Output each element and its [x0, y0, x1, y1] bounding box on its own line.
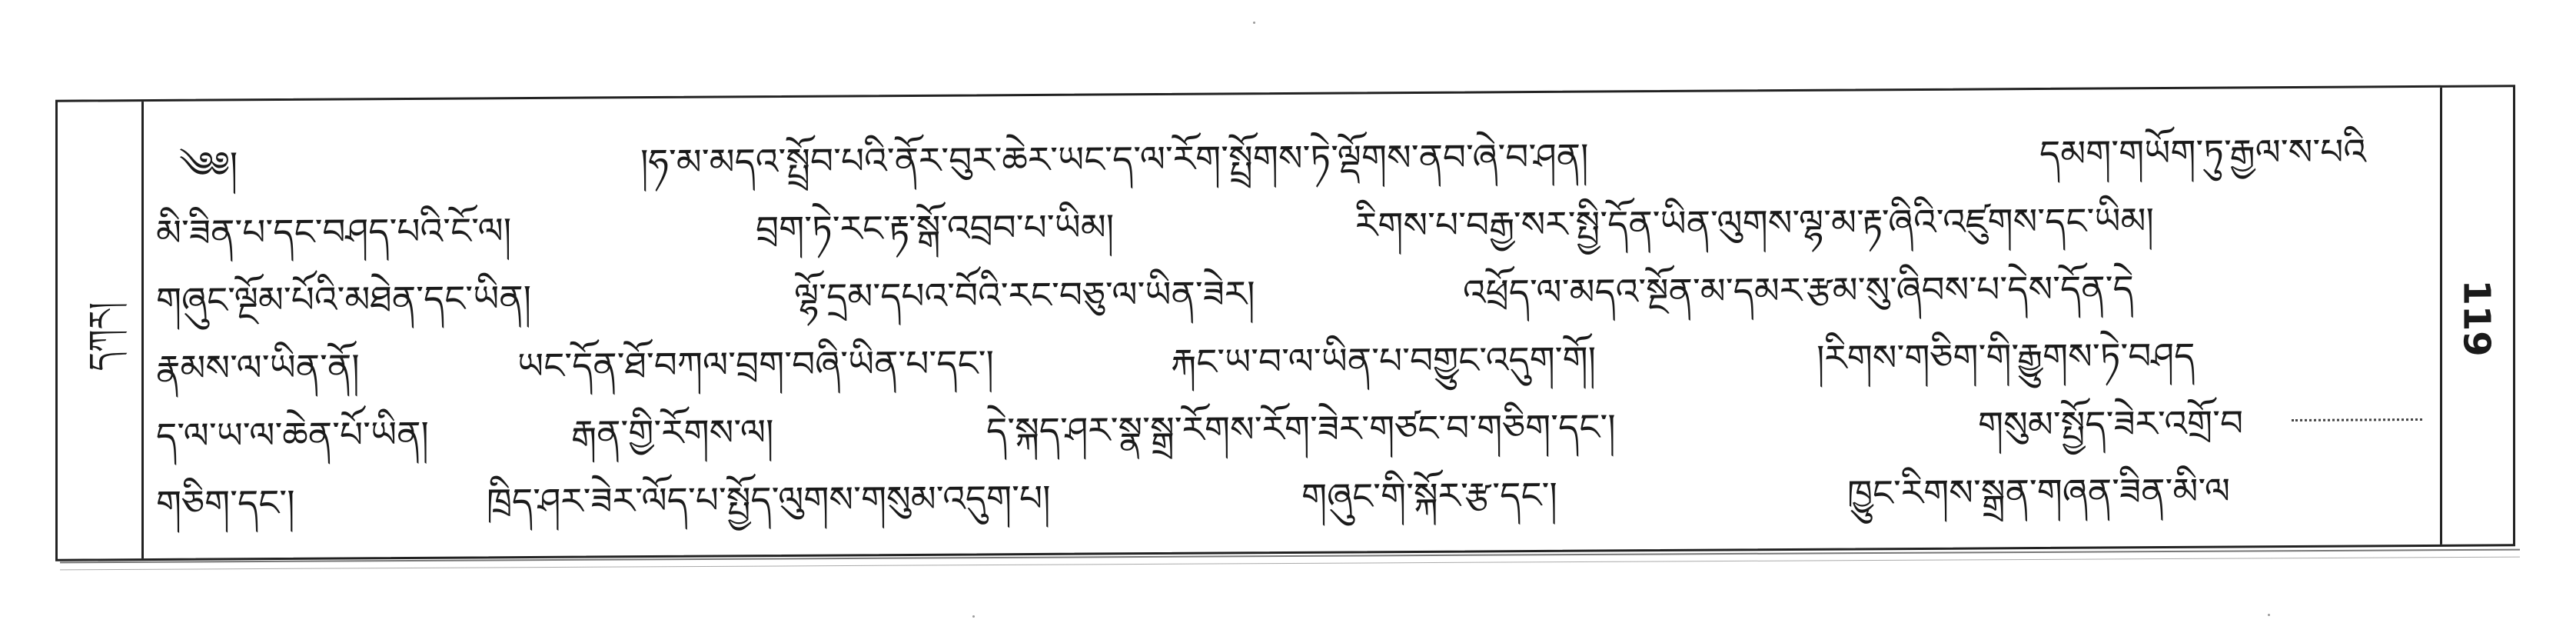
line-segment: །ཧ་མ་མདའ་སྤྲོབ་པའི་ནོར་བུར་ཆེར་ཡང་ད་ལ་རོག་སྤྲོགས་ཏེ་ལྡོགས་ནབ་ཞེ་བ་ཤན།: [640, 135, 1589, 185]
scan-speck: [2268, 614, 2270, 616]
line-segment: རྒན་གྱི་རོགས་ལ།: [571, 411, 774, 455]
line-segment: ཁྱུང་རིགས་སྒྲན་གཞན་ཟིན་མི་ལ: [1847, 470, 2231, 515]
text-line: [156, 457, 2428, 538]
scan-speck: [1253, 22, 1255, 24]
line-segment: མི་ཟིན་པ་དང་བཤད་པའི་ངོ་ལ།: [156, 210, 512, 255]
scan-speck: [972, 615, 975, 618]
line-segment: །རིགས་གཅིག་གི་རྒྱུགས་ཏེ་བཤད: [1816, 335, 2195, 380]
line-segment: ༄༅།: [179, 144, 238, 187]
left-margin: [58, 102, 144, 559]
line-segment: ལྷོ་དྲམ་དཔའ་བོའི་རང་བཅུ་ལ་ཡིན་ཟེར།: [794, 273, 1255, 318]
line-segment: དེ་སྐད་ཤར་སྣ་སྒྲ་རོགས་རོག་ཟེར་གཙང་བ་གཅིག་དང་།: [986, 406, 1616, 453]
line-segment: བྲག་ཏེ་རང་རྟ་སྒོ་འབྲབ་པ་ཡིམ།: [756, 206, 1115, 252]
tibetan-text-block: [156, 118, 2428, 535]
line-segment: རྣམས་ལ་ཡིན་ནོ།: [156, 346, 360, 390]
line-segment: གཞུང་གི་སྐོར་རྩ་དང་།: [1301, 474, 1557, 518]
folio-frame: [55, 85, 2515, 561]
folio-side-label: དཀར།: [81, 302, 120, 371]
line-segment: གསུམ་སྤྱོད་ཟེར་འགྲོ་བ: [1978, 402, 2244, 447]
line-segment: རིགས་པ་བརྒྱ་སར་སྤྱི་དོན་ཡིན་ལུགས་ལྷ་མ་རྟ་ཞིའི་འཛུགས་དང་ཡིམ།: [1355, 200, 2154, 248]
line-segment: གཅིག་དང་།: [156, 481, 295, 525]
line-segment: རྐང་ཡ་བ་ལ་ཡིན་པ་བགྱུང་འདུག་གོ།: [1171, 338, 1597, 384]
line-segment: ཡང་དོན་ཐོ་བཀལ་བྲག་བཞི་ཡིན་པ་དང་།: [517, 342, 994, 388]
right-margin: [2440, 87, 2513, 545]
trailing-dotted-rule: [2292, 418, 2422, 421]
line-segment: དམག་གཡོག་ཏུ་རྒྱལ་ས་པའི: [2039, 131, 2366, 176]
line-segment: ཁྲིད་ཤར་ཟེར་ལོད་པ་སྤྱོད་ལུགས་གསུམ་འདུག་པ།: [487, 477, 1051, 524]
line-segment: ད་ལ་ཡ་ལ་ཆེན་པོ་ཡིན།: [156, 413, 429, 458]
page-number: 119: [2455, 279, 2498, 357]
line-segment: འཕྲོད་ལ་མདའ་སྔོན་མ་དམར་རྩམ་སུ་ཞིབས་པ་དེས་དོན་དེ: [1463, 268, 2134, 315]
line-segment: གཞུང་ལྔོམ་པོའི་མཐེན་དང་ཡིན།: [156, 277, 532, 322]
